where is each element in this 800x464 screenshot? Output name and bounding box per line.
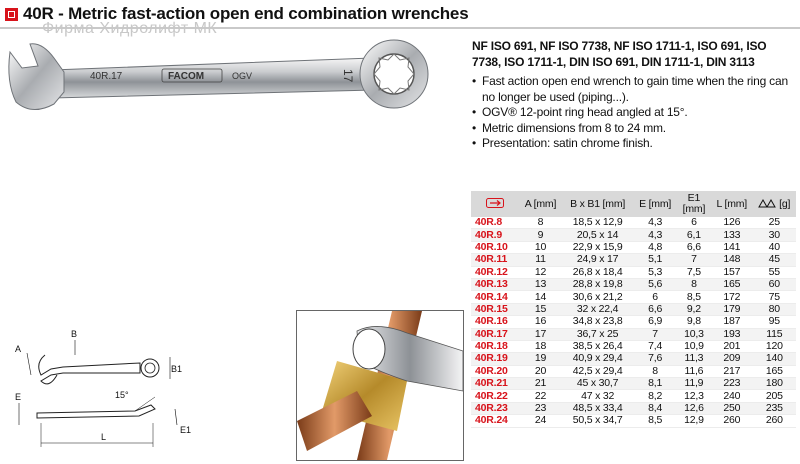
table-cell: 38,5 x 26,4 <box>562 340 633 352</box>
label-b1: B1 <box>171 364 183 374</box>
table-row <box>471 229 796 241</box>
table-cell: 8 <box>677 278 711 290</box>
table-cell: 9,2 <box>677 303 711 315</box>
part-number-cell: 40R.11 <box>471 254 519 266</box>
table-cell: 24,9 x 17 <box>562 254 633 266</box>
table-cell: 6 <box>633 291 677 303</box>
table-cell: 95 <box>753 316 796 328</box>
table-cell: 115 <box>753 328 796 340</box>
table-cell: 7,5 <box>677 266 711 278</box>
table-cell: 240 <box>711 390 753 402</box>
table-cell: 23 <box>519 402 562 414</box>
dimension-diagrams <box>5 325 200 455</box>
table-cell: 5,1 <box>633 254 677 266</box>
part-number-cell: 40R.16 <box>471 316 519 328</box>
table-cell: 5,6 <box>633 278 677 290</box>
table-row <box>471 254 796 266</box>
table-cell: 148 <box>711 254 753 266</box>
table-cell: 32 x 22,4 <box>562 303 633 315</box>
part-number-cell: 40R.13 <box>471 278 519 290</box>
part-number-cell: 40R.20 <box>471 365 519 377</box>
table-cell: 60 <box>753 278 796 290</box>
table-cell: 10,9 <box>677 340 711 352</box>
table-row <box>471 328 796 340</box>
feature-list <box>472 74 797 152</box>
page-title: 40R - Metric fast-action open end combination wrenches <box>23 4 469 23</box>
col-l-header: L [mm] <box>711 191 753 217</box>
table-cell: 8,5 <box>633 415 677 427</box>
table-cell: 172 <box>711 291 753 303</box>
table-cell: 8,1 <box>633 378 677 390</box>
table-cell: 10 <box>519 241 562 253</box>
table-cell: 80 <box>753 303 796 315</box>
table-cell: 21 <box>519 378 562 390</box>
table-cell: 6,6 <box>677 241 711 253</box>
table-cell: 16 <box>519 316 562 328</box>
table-cell: 22,9 x 15,9 <box>562 241 633 253</box>
table-cell: 47 x 32 <box>562 390 633 402</box>
feature-item: • Fast action open end wrench to gain time when the ring can no longer be used (piping...). <box>472 74 797 105</box>
table-row <box>471 340 796 352</box>
col-e-header: E [mm] <box>633 191 677 217</box>
table-cell: 6,6 <box>633 303 677 315</box>
table-cell: 55 <box>753 266 796 278</box>
table-cell: 141 <box>711 241 753 253</box>
table-cell: 19 <box>519 353 562 365</box>
table-cell: 36,7 x 25 <box>562 328 633 340</box>
feature-item: • OGV® 12-point ring head angled at 15°. <box>472 105 797 121</box>
part-number-cell: 40R.10 <box>471 241 519 253</box>
table-row <box>471 365 796 377</box>
table-cell: 235 <box>753 402 796 414</box>
spec-table <box>471 191 796 428</box>
table-cell: 201 <box>711 340 753 352</box>
table-row <box>471 402 796 414</box>
table-header-row <box>471 191 796 217</box>
table-cell: 223 <box>711 378 753 390</box>
table-cell: 40,9 x 29,4 <box>562 353 633 365</box>
table-row <box>471 291 796 303</box>
standards-text: NF ISO 691, NF ISO 7738, NF ISO 1711-1, ISO 691, ISO 7738, ISO 1711-1, DIN ISO 691, DIN 1711-1, DIN 3113 <box>472 39 767 69</box>
table-cell: 8 <box>519 217 562 229</box>
table-row <box>471 415 796 427</box>
table-cell: 30,6 x 21,2 <box>562 291 633 303</box>
watermark-text: Фирма Хидролифт МК <box>42 20 218 37</box>
part-number-cell: 40R.12 <box>471 266 519 278</box>
table-cell: 157 <box>711 266 753 278</box>
table-cell: 6,9 <box>633 316 677 328</box>
table-cell: 260 <box>711 415 753 427</box>
table-cell: 45 <box>753 254 796 266</box>
wrench-photo <box>2 32 430 122</box>
table-cell: 126 <box>711 217 753 229</box>
wrench-ogv-marking: OGV <box>232 71 253 81</box>
table-cell: 8,5 <box>677 291 711 303</box>
table-cell: 9 <box>519 229 562 241</box>
table-cell: 7 <box>633 328 677 340</box>
table-cell: 8 <box>633 365 677 377</box>
table-cell: 42,5 x 29,4 <box>562 365 633 377</box>
label-angle: 15° <box>115 390 129 400</box>
table-cell: 250 <box>711 402 753 414</box>
table-cell: 179 <box>711 303 753 315</box>
part-number-cell: 40R.21 <box>471 378 519 390</box>
table-cell: 8,4 <box>633 402 677 414</box>
table-cell: 165 <box>753 365 796 377</box>
table-cell: 15 <box>519 303 562 315</box>
col-e1-header-text: E1 [mm] <box>682 192 706 215</box>
table-cell: 140 <box>753 353 796 365</box>
table-row <box>471 316 796 328</box>
table-cell: 50,5 x 34,7 <box>562 415 633 427</box>
part-number-cell: 40R.17 <box>471 328 519 340</box>
table-row <box>471 303 796 315</box>
label-b: B <box>71 329 78 339</box>
usage-photo <box>296 310 464 461</box>
label-e: E <box>15 392 22 402</box>
table-row <box>471 241 796 253</box>
table-cell: 20,5 x 14 <box>562 229 633 241</box>
part-number-cell: 40R.15 <box>471 303 519 315</box>
table-cell: 10,3 <box>677 328 711 340</box>
part-number-cell: 40R.8 <box>471 217 519 229</box>
wrench-brand-marking: FACOM <box>168 71 205 82</box>
table-cell: 14 <box>519 291 562 303</box>
table-cell: 11,3 <box>677 353 711 365</box>
table-cell: 6,1 <box>677 229 711 241</box>
feature-item: • Metric dimensions from 8 to 24 mm. <box>472 121 797 137</box>
table-cell: 11,9 <box>677 378 711 390</box>
part-number-cell: 40R.9 <box>471 229 519 241</box>
table-cell: 6 <box>677 217 711 229</box>
table-cell: 7,4 <box>633 340 677 352</box>
wrench-size-marking: 17 <box>341 69 355 83</box>
facom-logo-icon <box>486 198 504 208</box>
weight-icon <box>758 199 776 208</box>
label-l: L <box>101 432 107 442</box>
table-cell: 5,3 <box>633 266 677 278</box>
table-cell: 187 <box>711 316 753 328</box>
col-ref-header <box>471 191 519 217</box>
table-cell: 40 <box>753 241 796 253</box>
table-cell: 34,8 x 23,8 <box>562 316 633 328</box>
feature-item: • Presentation: satin chrome finish. <box>472 136 797 152</box>
table-row <box>471 278 796 290</box>
table-cell: 11 <box>519 254 562 266</box>
label-a: A <box>15 344 22 354</box>
label-e1: E1 <box>180 425 192 435</box>
table-cell: 205 <box>753 390 796 402</box>
table-cell: 4,3 <box>633 229 677 241</box>
table-cell: 165 <box>711 278 753 290</box>
part-number-cell: 40R.14 <box>471 291 519 303</box>
table-cell: 12,6 <box>677 402 711 414</box>
table-cell: 18 <box>519 340 562 352</box>
col-weight-header <box>753 191 796 217</box>
table-cell: 11,6 <box>677 365 711 377</box>
table-cell: 30 <box>753 229 796 241</box>
table-cell: 8,2 <box>633 390 677 402</box>
table-cell: 4,8 <box>633 241 677 253</box>
part-number-cell: 40R.19 <box>471 353 519 365</box>
table-cell: 12,9 <box>677 415 711 427</box>
table-cell: 133 <box>711 229 753 241</box>
part-number-cell: 40R.24 <box>471 415 519 427</box>
table-row <box>471 378 796 390</box>
table-cell: 7 <box>677 254 711 266</box>
part-number-cell: 40R.18 <box>471 340 519 352</box>
table-cell: 26,8 x 18,4 <box>562 266 633 278</box>
table-cell: 22 <box>519 390 562 402</box>
table-cell: 209 <box>711 353 753 365</box>
table-cell: 13 <box>519 278 562 290</box>
table-cell: 20 <box>519 365 562 377</box>
table-cell: 24 <box>519 415 562 427</box>
col-bxb1-header: B x B1 [mm] <box>562 191 633 217</box>
part-number-cell: 40R.23 <box>471 402 519 414</box>
table-cell: 28,8 x 19,8 <box>562 278 633 290</box>
table-cell: 260 <box>753 415 796 427</box>
table-cell: 9,8 <box>677 316 711 328</box>
col-weight-unit: [g] <box>779 197 791 210</box>
table-cell: 4,3 <box>633 217 677 229</box>
table-row <box>471 266 796 278</box>
table-cell: 12 <box>519 266 562 278</box>
table-cell: 48,5 x 33,4 <box>562 402 633 414</box>
section-marker-icon <box>5 8 18 21</box>
col-a-header: A [mm] <box>519 191 562 217</box>
table-row <box>471 217 796 229</box>
col-e1-header <box>677 191 711 217</box>
table-cell: 120 <box>753 340 796 352</box>
table-cell: 45 x 30,7 <box>562 378 633 390</box>
table-cell: 193 <box>711 328 753 340</box>
table-cell: 12,3 <box>677 390 711 402</box>
table-cell: 7,6 <box>633 353 677 365</box>
usage-photo-illustration <box>297 311 463 460</box>
part-number-cell: 40R.22 <box>471 390 519 402</box>
table-cell: 25 <box>753 217 796 229</box>
table-cell: 75 <box>753 291 796 303</box>
table-cell: 17 <box>519 328 562 340</box>
wrench-model-marking: 40R.17 <box>90 71 123 82</box>
table-cell: 18,5 x 12,9 <box>562 217 633 229</box>
table-cell: 180 <box>753 378 796 390</box>
table-cell: 217 <box>711 365 753 377</box>
table-row <box>471 353 796 365</box>
table-row <box>471 390 796 402</box>
